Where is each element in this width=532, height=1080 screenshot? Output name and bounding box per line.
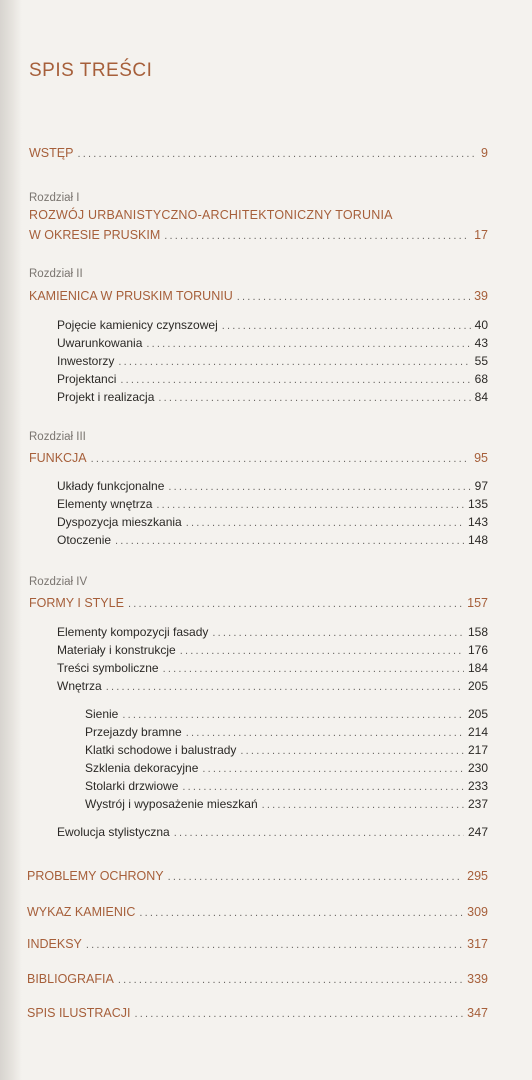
toc-entry[interactable]: [57, 354, 488, 368]
toc-subentry[interactable]: [85, 779, 488, 793]
dot-leader: [163, 663, 464, 675]
toc-entry-label: Układy funkcjonalne: [57, 479, 165, 493]
dot-leader: [237, 291, 470, 303]
dot-leader: [180, 645, 464, 657]
toc-entry-page: 148: [467, 533, 488, 547]
toc-entry-page: 176: [467, 643, 488, 657]
toc-entry-page: 237: [467, 797, 488, 811]
dot-leader: [222, 320, 471, 332]
dot-leader: [156, 499, 464, 511]
dot-leader: [120, 374, 470, 386]
toc-entry-back-matter[interactable]: [27, 869, 488, 883]
toc-entry-label: Projekt i realizacja: [57, 390, 155, 404]
toc-entry[interactable]: [57, 643, 488, 657]
chapter-label: Rozdział IV: [29, 576, 88, 588]
toc-entry-label: Stolarki drzwiowe: [85, 779, 179, 793]
dot-leader: [168, 871, 464, 883]
toc-entry-chapter-3[interactable]: [29, 451, 488, 465]
dot-leader: [168, 481, 470, 493]
toc-entry-intro[interactable]: [29, 146, 488, 160]
toc-entry-page: 317: [467, 937, 488, 951]
toc-entry-page: 217: [467, 743, 488, 757]
toc-entry-label: BIBLIOGRAFIA: [27, 972, 114, 986]
toc-entry-page: 158: [467, 625, 488, 639]
toc-entry-page: 205: [467, 707, 488, 721]
toc-entry[interactable]: [57, 825, 488, 839]
toc-entry-label: Wnętrza: [57, 679, 102, 693]
toc-entry-page: 68: [474, 372, 488, 386]
toc-entry-label: SPIS ILUSTRACJI: [27, 1006, 131, 1020]
toc-entry-page: 205: [467, 679, 488, 693]
toc-subentry[interactable]: [85, 797, 488, 811]
dot-leader: [158, 392, 470, 404]
toc-entry-label: Przejazdy bramne: [85, 725, 182, 739]
toc-subentry[interactable]: [85, 725, 488, 739]
dot-leader: [212, 627, 464, 639]
toc-entry[interactable]: [57, 625, 488, 639]
toc-entry-label: KAMIENICA W PRUSKIM TORUNIU: [29, 289, 233, 303]
book-spine-shadow: [0, 0, 22, 1080]
toc-entry-page: 97: [474, 479, 488, 493]
dot-leader: [186, 517, 464, 529]
toc-entry-page: 143: [467, 515, 488, 529]
dot-leader: [118, 974, 463, 986]
toc-entry-page: 247: [467, 825, 488, 839]
toc-entry-page: 40: [474, 318, 488, 332]
toc-entry-label: INDEKSY: [27, 937, 82, 951]
toc-entry-label: Treści symboliczne: [57, 661, 159, 675]
toc-entry-page: 157: [467, 596, 488, 610]
chapter-label: Rozdział I: [29, 192, 80, 204]
toc-entry-label: Otoczenie: [57, 533, 112, 547]
toc-entry-page: 17: [474, 228, 488, 242]
toc-entry-page: 84: [474, 390, 488, 404]
toc-entry-chapter-1[interactable]: [29, 228, 488, 242]
toc-entry[interactable]: [57, 479, 488, 493]
toc-entry-page: 295: [467, 869, 488, 883]
toc-subentry[interactable]: [85, 761, 488, 775]
dot-leader: [128, 598, 463, 610]
dot-leader: [139, 907, 463, 919]
dot-leader: [164, 230, 470, 242]
toc-entry-page: 230: [467, 761, 488, 775]
toc-entry-page: 339: [467, 972, 488, 986]
toc-entry-page: 347: [467, 1006, 488, 1020]
toc-entry-label: Uwarunkowania: [57, 336, 143, 350]
toc-entry-label: WYKAZ KAMIENIC: [27, 905, 136, 919]
dot-leader: [135, 1008, 464, 1020]
toc-entry-label: Elementy wnętrza: [57, 497, 153, 511]
dot-leader: [240, 745, 464, 757]
chapter-title-line[interactable]: ROZWÓJ URBANISTYCZNO-ARCHITEKTONICZNY TORUNIA: [29, 208, 393, 222]
toc-entry[interactable]: [57, 390, 488, 404]
chapter-label: Rozdział III: [29, 431, 86, 443]
toc-entry-page: 184: [467, 661, 488, 675]
dot-leader: [115, 535, 464, 547]
toc-entry-chapter-2[interactable]: [29, 289, 488, 303]
dot-leader: [106, 681, 464, 693]
toc-entry-label: FORMY I STYLE: [29, 596, 124, 610]
dot-leader: [174, 827, 464, 839]
dot-leader: [202, 763, 464, 775]
toc-entry[interactable]: [57, 336, 488, 350]
toc-entry[interactable]: [57, 661, 488, 675]
toc-entry-label: Projektanci: [57, 372, 117, 386]
toc-entry-page: 39: [474, 289, 488, 303]
toc-entry-back-matter[interactable]: [27, 905, 488, 919]
toc-entry[interactable]: [57, 679, 488, 693]
toc-entry-label: Dyspozycja mieszkania: [57, 515, 182, 529]
page-title: SPIS TREŚCI: [29, 59, 153, 81]
toc-entry-back-matter[interactable]: [27, 972, 488, 986]
toc-entry-label: Elementy kompozycji fasady: [57, 625, 209, 639]
toc-entry[interactable]: [57, 372, 488, 386]
toc-entry-page: 43: [474, 336, 488, 350]
toc-entry-label: Materiały i konstrukcje: [57, 643, 176, 657]
toc-entry-label: Klatki schodowe i balustrady: [85, 743, 237, 757]
dot-leader: [77, 148, 477, 160]
toc-entry-page: 55: [474, 354, 488, 368]
toc-entry-page: 95: [474, 451, 488, 465]
toc-entry[interactable]: [57, 497, 488, 511]
dot-leader: [86, 939, 463, 951]
toc-entry[interactable]: [57, 318, 488, 332]
dot-leader: [91, 453, 470, 465]
toc-entry-page: 309: [467, 905, 488, 919]
chapter-label: Rozdział II: [29, 268, 83, 280]
toc-entry-page: 233: [467, 779, 488, 793]
toc-entry-label: Wystrój i wyposażenie mieszkań: [85, 797, 258, 811]
toc-entry-label: W OKRESIE PRUSKIM: [29, 228, 161, 242]
toc-entry[interactable]: [57, 533, 488, 547]
toc-entry-chapter-4[interactable]: [29, 596, 488, 610]
toc-entry-label: PROBLEMY OCHRONY: [27, 869, 164, 883]
toc-entry-page: 214: [467, 725, 488, 739]
toc-entry-label: FUNKCJA: [29, 451, 87, 465]
toc-entry-label: Pojęcie kamienicy czynszowej: [57, 318, 218, 332]
toc-entry-label: Sienie: [85, 707, 119, 721]
toc-entry-label: WSTĘP: [29, 146, 74, 160]
dot-leader: [146, 338, 470, 350]
toc-entry[interactable]: [57, 515, 488, 529]
dot-leader: [122, 709, 464, 721]
toc-entry-back-matter[interactable]: [27, 1006, 488, 1020]
dot-leader: [186, 727, 464, 739]
toc-entry-label: Szklenia dekoracyjne: [85, 761, 199, 775]
toc-entry-label: Ewolucja stylistyczna: [57, 825, 170, 839]
dot-leader: [182, 781, 464, 793]
dot-leader: [118, 356, 470, 368]
toc-entry-back-matter[interactable]: [27, 937, 488, 951]
toc-entry-page: 9: [481, 146, 488, 160]
toc-entry-label: Inwestorzy: [57, 354, 115, 368]
toc-subentry[interactable]: [85, 707, 488, 721]
dot-leader: [262, 799, 464, 811]
toc-subentry[interactable]: [85, 743, 488, 757]
toc-entry-page: 135: [467, 497, 488, 511]
